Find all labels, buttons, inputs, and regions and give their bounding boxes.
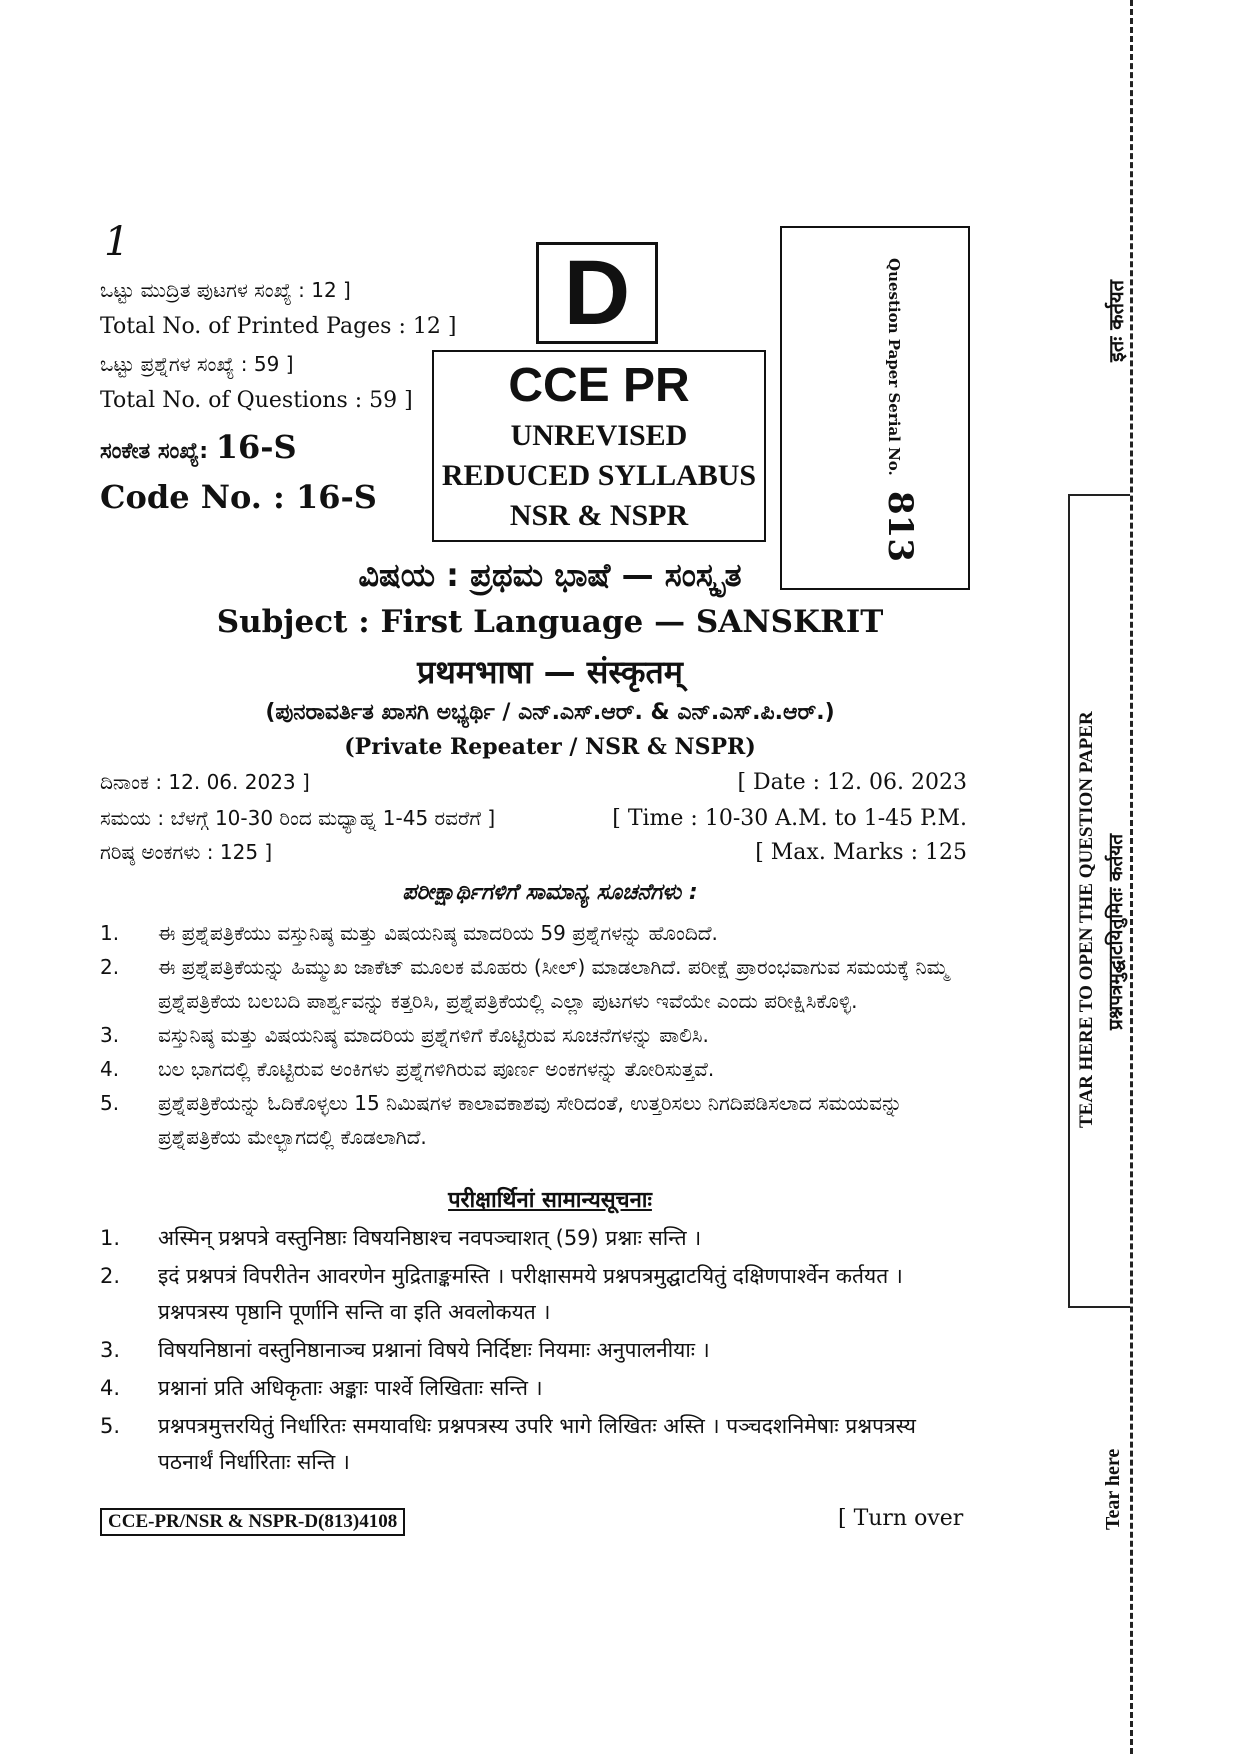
time-en: [ Time : 10-30 A.M. to 1-45 P.M. xyxy=(612,806,967,831)
serial-rotated xyxy=(880,258,920,562)
list-item xyxy=(100,950,968,1018)
subject-sa: प्रथमभाषा — संस्कृतम् xyxy=(417,653,683,691)
code-number-kn xyxy=(100,428,297,466)
item-number: 3. xyxy=(100,1023,120,1047)
tear-line xyxy=(1130,0,1133,1754)
subject-kn: ವಿಷಯ : ಪ್ರಥಮ ಭಾಷೆ — ಸಂಸ್ಕೃತ xyxy=(358,556,742,594)
date-kn: ದಿನಾಂಕ : 12. 06. 2023 ] xyxy=(100,770,310,794)
exam-box xyxy=(432,350,766,542)
item-number: 1. xyxy=(100,1226,121,1250)
time-kn: ಸಮಯ : ಬೆಳಗ್ಗೆ 10-30 ರಿಂದ ಮಧ್ಯಾಹ್ನ 1-45 ರವರೆಗೆ ] xyxy=(100,806,496,830)
list-item xyxy=(100,1052,968,1086)
item-number: 4. xyxy=(100,1376,121,1400)
list-item xyxy=(100,1408,968,1480)
list-item xyxy=(100,1370,968,1406)
code-kn-label: ಸಂಕೇತ ಸಂಖ್ಯೆ: xyxy=(100,439,209,464)
item-number: 2. xyxy=(100,1264,121,1288)
printed-pages-en: Total No. of Printed Pages : 12 ] xyxy=(100,314,457,339)
list-item xyxy=(100,916,968,950)
turn-over-note: [ Turn over xyxy=(838,1506,964,1531)
item-text: इदं प्रश्नपत्रं विपरीतेन आवरणेन मुद्रिताङ्कमस्ति । परीक्षासमये प्रश्नपत्रमुद्घाटयितुं दक्षिणपार्श्वेन कर्तयत । प्रश्नपत्रस्य पृष्ठानि पूर्णानि सन्ति वा इति अवलोकयत । xyxy=(158,1264,903,1324)
list-item xyxy=(100,1018,968,1052)
item-text: प्रश्नपत्रमुत्तरयितुं निर्धारितः समयावधिः प्रश्नपत्रस्य उपरि भागे लिखितः अस्ति । पञ्चदशनिमेषाः प्रश्नपत्रस्य पठनार्थं निर्धारिताः सन्ति । xyxy=(158,1414,916,1474)
list-item xyxy=(100,1258,968,1330)
item-number: 1. xyxy=(100,921,120,945)
item-number: 2. xyxy=(100,955,120,979)
item-number: 3. xyxy=(100,1338,121,1362)
tear-top-label: इतः कर्तयत xyxy=(1104,280,1128,362)
tear-instruction-en: TEAR HERE TO OPEN THE QUESTION PAPER xyxy=(1076,711,1097,1128)
exam-line-1: UNREVISED xyxy=(510,419,688,452)
list-item xyxy=(100,1332,968,1368)
serial-number: 813 xyxy=(880,491,920,562)
subject-en: Subject : First Language — SANSKRIT xyxy=(216,604,884,640)
exam-line-3: NSR & NSPR xyxy=(509,499,689,532)
footer-paper-code: CCE-PR/NSR & NSPR-D(813)4108 xyxy=(100,1508,405,1536)
item-text: ಬಲ ಭಾಗದಲ್ಲಿ ಕೊಟ್ಟಿರುವ ಅಂಕಿಗಳು ಪ್ರಶ್ನೆಗಳಿಗಿರುವ ಪೂರ್ಣ ಅಂಕಗಳನ್ನು ತೋರಿಸುತ್ತವೆ. xyxy=(158,1057,715,1081)
list-item xyxy=(100,1220,968,1256)
category-en: (Private Repeater / NSR & NSPR) xyxy=(344,734,756,760)
item-text: ಈ ಪ್ರಶ್ನೆಪತ್ರಿಕೆಯನ್ನು ಹಿಮ್ಮುಖ ಜಾಕೆಟ್ ಮೂಲಕ ಮೊಹರು (ಸೀಲ್) ಮಾಡಲಾಗಿದೆ. ಪರೀಕ್ಷೆ ಪ್ರಾರಂಭವಾಗುವ ಸಮಯಕ್ಕೆ ನಿಮ್ಮ ಪ್ರಶ್ನೆಪತ್ರಿಕೆಯ ಬಲಬದಿ ಪಾರ್ಶ್ವವನ್ನು ಕತ್ತರಿಸಿ, ಪ್ರಶ್ನೆಪತ್ರಿಕೆಯಲ್ಲಿ ಎಲ್ಲಾ ಪುಟಗಳು ಇವೆಯೇ ಎಂದು ಪರೀಕ್ಷಿಸಿಕೊಳ್ಳಿ. xyxy=(158,955,949,1013)
instructions-sa-list xyxy=(100,1220,968,1482)
item-text: ವಸ್ತುನಿಷ್ಠ ಮತ್ತು ವಿಷಯನಿಷ್ಠ ಮಾದರಿಯ ಪ್ರಶ್ನೆಗಳಿಗೆ ಕೊಟ್ಟಿರುವ ಸೂಚನೆಗಳನ್ನು ಪಾಲಿಸಿ. xyxy=(158,1023,709,1047)
code-kn-value: 16-S xyxy=(215,428,297,466)
item-number: 5. xyxy=(100,1414,121,1438)
list-item xyxy=(100,1086,968,1154)
item-text: ಪ್ರಶ್ನೆಪತ್ರಿಕೆಯನ್ನು ಓದಿಕೊಳ್ಳಲು 15 ನಿಮಿಷಗಳ ಕಾಲಾವಕಾಶವು ಸೇರಿದಂತೆ, ಉತ್ತರಿಸಲು ನಿಗದಿಪಡಿಸಲಾದ ಸಮಯವನ್ನು ಪ್ರಶ್ನೆಪತ್ರಿಕೆಯ ಮೇಲ್ಭಾಗದಲ್ಲಿ ಕೊಡಲಾಗಿದೆ. xyxy=(158,1091,903,1149)
marks-en: [ Max. Marks : 125 xyxy=(755,840,967,865)
item-text: ಈ ಪ್ರಶ್ನೆಪತ್ರಿಕೆಯು ವಸ್ತುನಿಷ್ಠ ಮತ್ತು ವಿಷಯನಿಷ್ಠ ಮಾದರಿಯ 59 ಪ್ರಶ್ನೆಗಳನ್ನು ಹೊಂದಿದೆ. xyxy=(158,921,718,945)
version-box: D xyxy=(536,242,658,344)
instructions-sa-heading: परीक्षार्थिनां सामान्यसूचनाः xyxy=(448,1188,652,1213)
tear-here-label: Tear here xyxy=(1102,1448,1124,1530)
page-number: 1 xyxy=(104,219,130,265)
item-number: 4. xyxy=(100,1057,120,1081)
item-text: अस्मिन् प्रश्नपत्रे वस्तुनिष्ठाः विषयनिष्ठाश्च नवपञ्चाशत् (59) प्रश्नाः सन्ति । xyxy=(158,1226,702,1250)
exam-line-2: REDUCED SYLLABUS xyxy=(441,459,757,492)
item-text: विषयनिष्ठानां वस्तुनिष्ठानाञ्च प्रश्नानां विषये निर्दिष्टाः नियमाः अनुपालनीयाः । xyxy=(158,1338,710,1362)
instructions-kn-heading: ಪರೀಕ್ಷಾರ್ಥಿಗಳಿಗೆ ಸಾಮಾನ್ಯ ಸೂಚನೆಗಳು : xyxy=(402,880,698,905)
marks-kn: ಗರಿಷ್ಠ ಅಂಕಗಳು : 125 ] xyxy=(100,840,273,864)
tear-instruction-sa: प्रश्नपत्रमुद्घाटयितुमितः कर्तयत xyxy=(1105,833,1127,1030)
item-number: 5. xyxy=(100,1091,120,1115)
code-number-en: Code No. : 16-S xyxy=(100,478,377,516)
exam-title: CCE PR xyxy=(508,359,690,412)
date-en: [ Date : 12. 06. 2023 xyxy=(737,770,967,795)
item-text: प्रश्नानां प्रति अधिकृताः अङ्काः पार्श्वे लिखिताः सन्ति । xyxy=(158,1376,543,1400)
instructions-kn-list xyxy=(100,916,968,1154)
printed-pages-kn: ಒಟ್ಟು ಮುದ್ರಿತ ಪುಟಗಳ ಸಂಖ್ಯೆ : 12 ] xyxy=(100,278,351,302)
serial-box xyxy=(780,226,970,590)
questions-en: Total No. of Questions : 59 ] xyxy=(100,388,413,413)
questions-kn: ಒಟ್ಟು ಪ್ರಶ್ನೆಗಳ ಸಂಖ್ಯೆ : 59 ] xyxy=(100,352,294,376)
category-kn: (ಪುನರಾವರ್ತಿತ ಖಾಸಗಿ ಅಭ್ಯರ್ಥಿ / ಎನ್.ಎಸ್.ಆರ್. & ಎನ್.ಎಸ್.ಪಿ.ಆರ್.) xyxy=(265,700,835,725)
serial-label: Question Paper Serial No. xyxy=(885,258,903,476)
